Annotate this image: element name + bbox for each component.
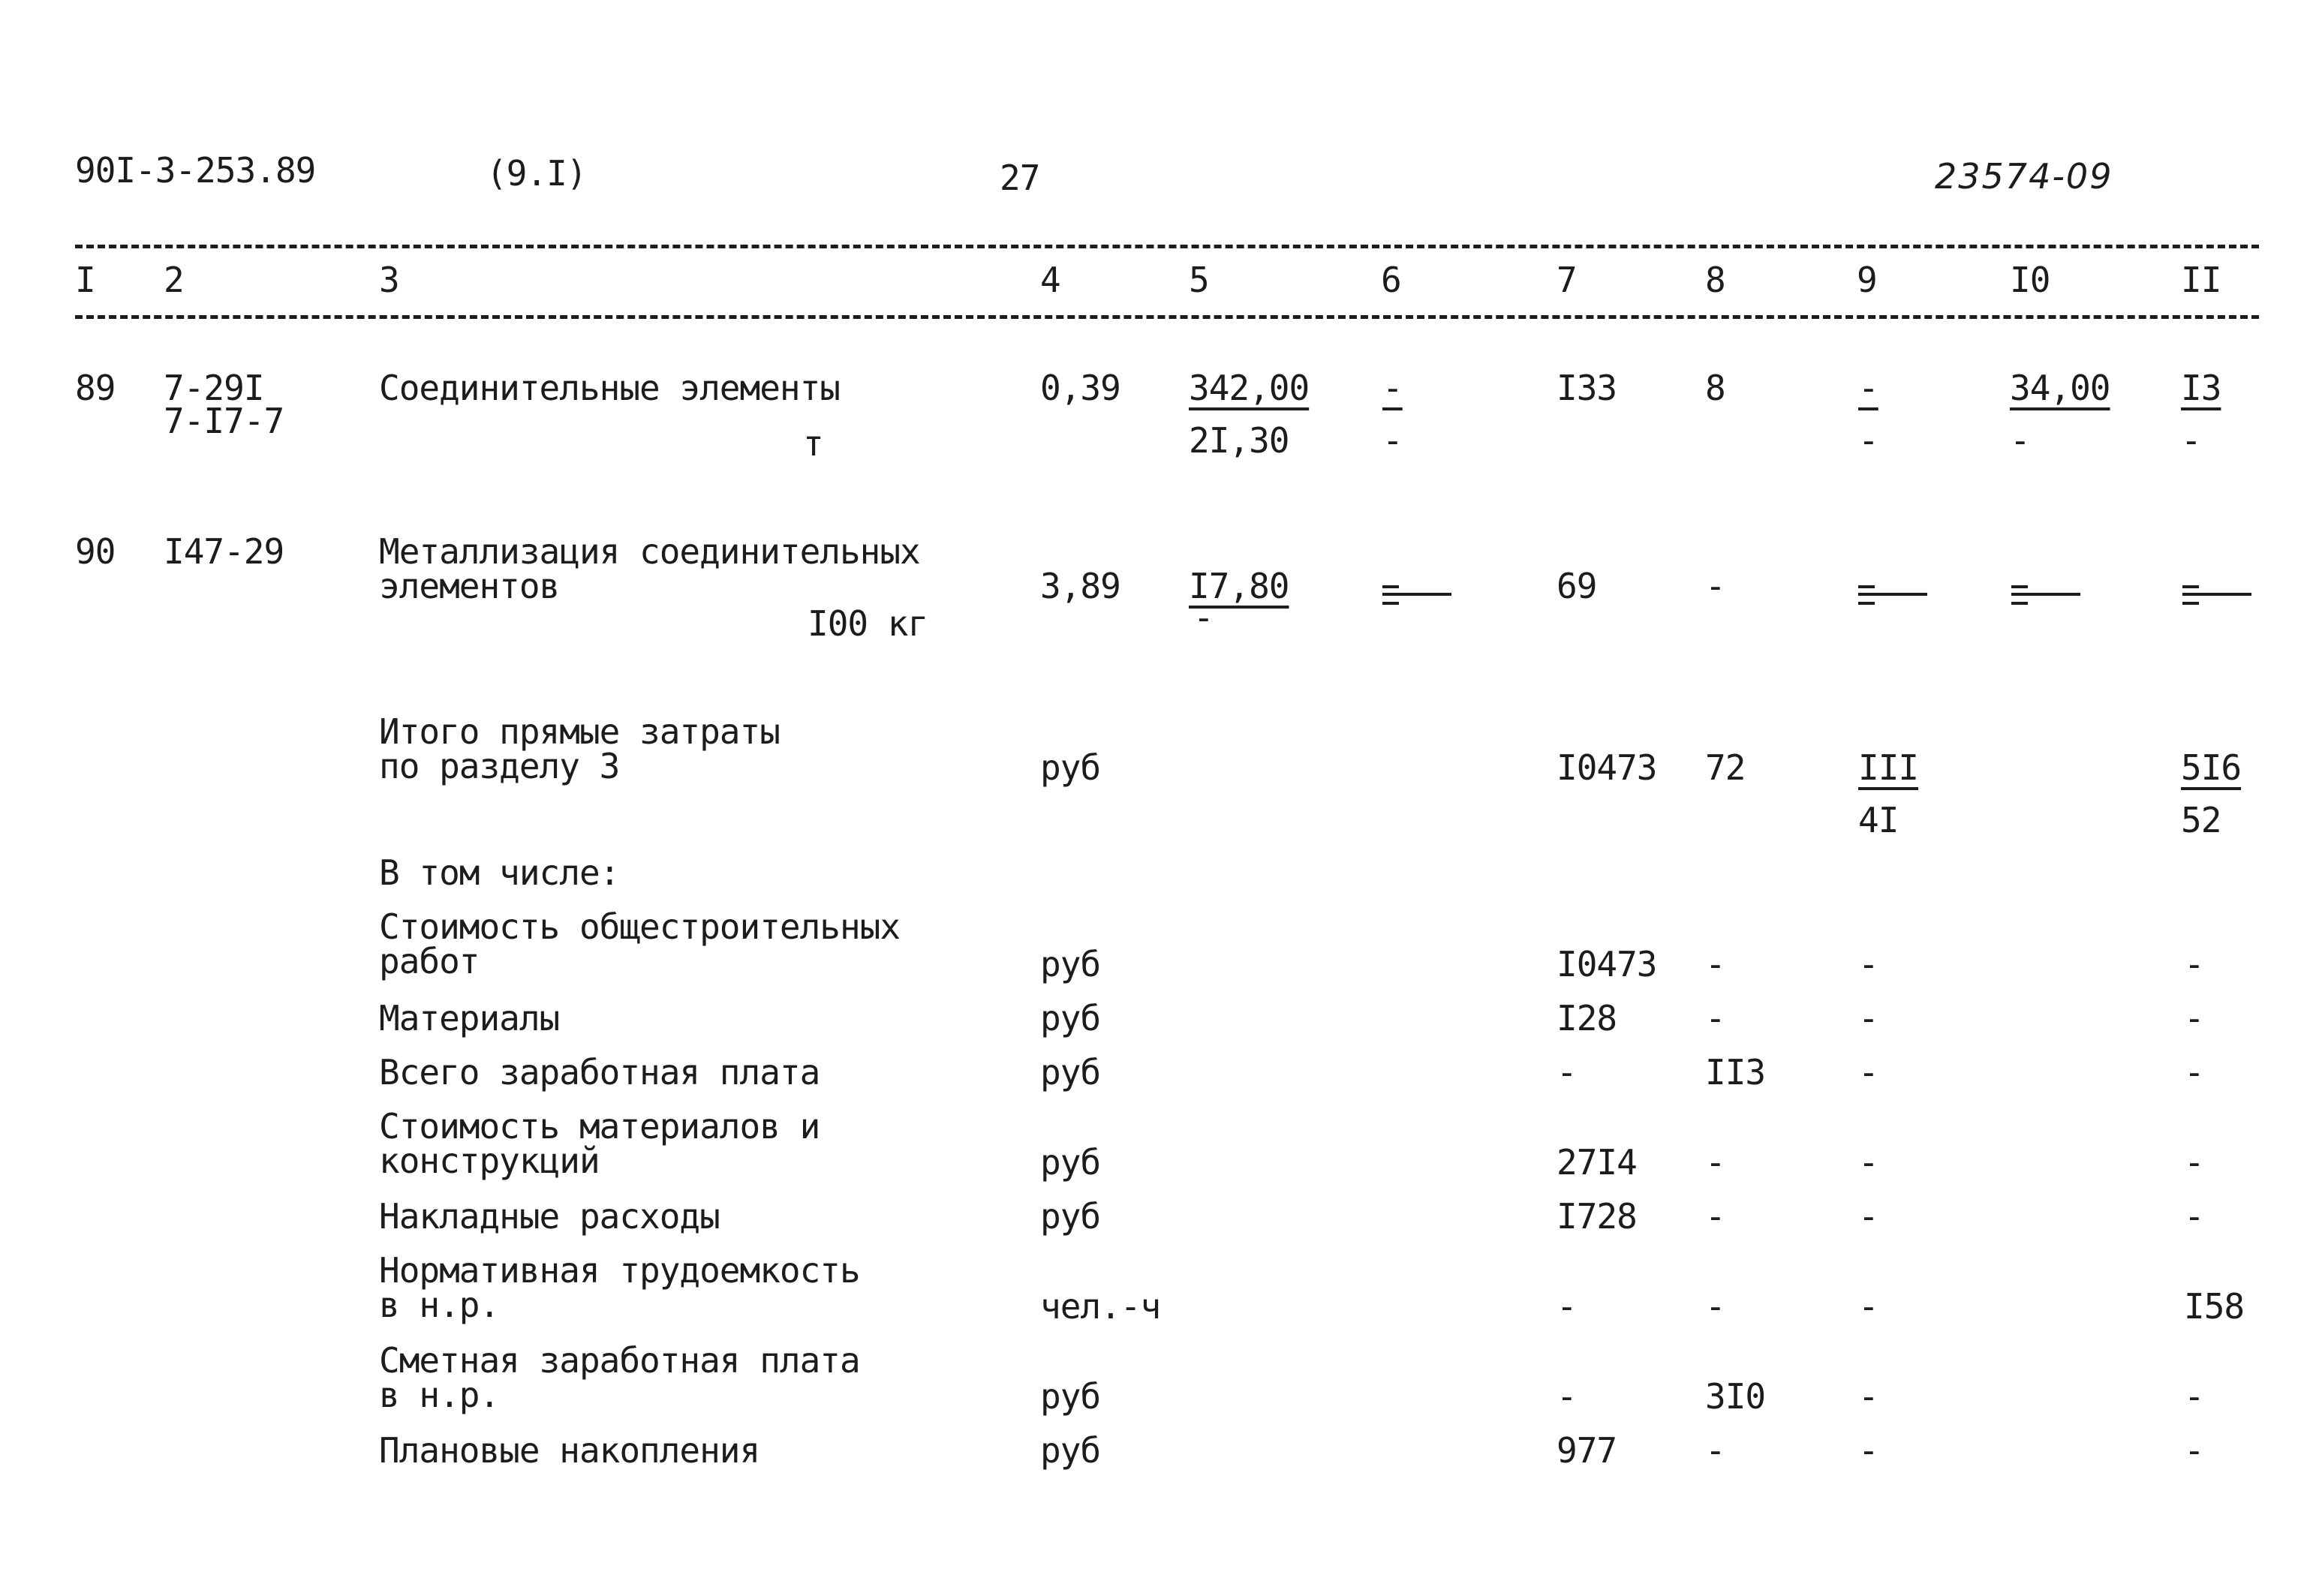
breakdown-col11: - — [2184, 1052, 2204, 1093]
breakdown-col11: - — [2184, 944, 2204, 984]
breakdown-unit: руб — [1040, 944, 1101, 984]
breakdown-unit: чел.-ч — [1040, 1286, 1161, 1327]
breakdown-unit: руб — [1040, 1376, 1101, 1417]
breakdown-col7: - — [1557, 1052, 1577, 1093]
breakdown-col8: - — [1705, 1430, 1725, 1471]
breakdown-col8: II3 — [1705, 1052, 1766, 1093]
breakdown-col9: - — [1858, 944, 1878, 984]
breakdown-unit: руб — [1040, 998, 1101, 1038]
empty-fraction-mark-col6 — [1382, 584, 1454, 606]
total-wages: - — [1705, 566, 1725, 606]
breakdown-label-line-2: работ — [379, 941, 480, 981]
section-number: (9.I) — [486, 153, 587, 194]
breakdown-col7: I728 — [1557, 1196, 1637, 1237]
breakdown-col9: - — [1858, 1376, 1878, 1417]
breakdown-col9: - — [1858, 998, 1878, 1038]
unit-cost-wages: 2I,30 — [1189, 420, 1289, 461]
breakdown-col11: I58 — [2184, 1286, 2245, 1327]
col9-value-top: - — [1858, 368, 1878, 408]
breakdown-label-line-2: конструкций — [379, 1141, 600, 1181]
header-top-dashed-rule — [75, 245, 2259, 248]
breakdown-label-line-1: Сметная заработная плата — [379, 1340, 860, 1381]
item-name-line-1: Металлизация соединительных — [379, 531, 920, 572]
row-number: 89 — [75, 368, 116, 408]
breakdown-label-line-1: Нормативная трудоемкость — [379, 1250, 860, 1291]
breakdown-col9: - — [1858, 1286, 1878, 1327]
col6-value-top: - — [1382, 368, 1403, 408]
item-name: Соединительные элементы — [379, 368, 840, 408]
labor-total-bottom: - — [2181, 420, 2201, 461]
norm-code: I47-29 — [164, 531, 284, 572]
norm-code-secondary: 7-I7-7 — [164, 401, 284, 441]
col6-value-bottom: - — [1382, 420, 1403, 461]
breakdown-col7: 27I4 — [1557, 1142, 1637, 1183]
norm-code: 7-29I — [164, 368, 264, 408]
breakdown-col8: - — [1705, 1142, 1725, 1183]
breakdown-col9: - — [1858, 1052, 1878, 1093]
including-heading: В том числе: — [379, 852, 620, 893]
unit-of-measure: т — [803, 423, 823, 464]
column-header-11: II — [2181, 260, 2221, 300]
total-col9-top: III — [1858, 747, 1919, 788]
row-number: 90 — [75, 531, 116, 572]
breakdown-label-line-1: Всего заработная плата — [379, 1052, 820, 1093]
column-header-8: 8 — [1705, 260, 1725, 300]
breakdown-col11: - — [2184, 998, 2204, 1038]
breakdown-label-line-1: Материалы — [379, 998, 560, 1038]
total-cost: I33 — [1557, 368, 1617, 408]
document-number: 90I-3-253.89 — [75, 150, 316, 191]
breakdown-unit: руб — [1040, 1142, 1101, 1183]
unit-cost-total: 342,00 — [1189, 368, 1310, 408]
column-header-9: 9 — [1857, 260, 1877, 300]
quantity: 3,89 — [1040, 566, 1120, 606]
header-bottom-dashed-rule — [75, 315, 2259, 319]
breakdown-col8: - — [1705, 1196, 1725, 1237]
total-cost: 69 — [1557, 566, 1597, 606]
unit-of-measure: I00 кг — [808, 603, 928, 644]
item-name-line-2: элементов — [379, 566, 560, 606]
unit-cost-wages: - — [1193, 597, 1214, 638]
column-header-3: 3 — [379, 260, 399, 300]
total-label-line-2: по разделу 3 — [379, 746, 620, 786]
col9-value-bottom: - — [1858, 420, 1878, 461]
column-header-1: I — [75, 260, 95, 300]
total-col11-top: 5I6 — [2181, 747, 2242, 788]
column-header-6: 6 — [1381, 260, 1401, 300]
breakdown-col11: - — [2184, 1142, 2204, 1183]
breakdown-unit: руб — [1040, 1196, 1101, 1237]
breakdown-col7: 977 — [1557, 1430, 1617, 1471]
total-label-line-1: Итого прямые затраты — [379, 711, 780, 752]
breakdown-col9: - — [1858, 1196, 1878, 1237]
breakdown-col9: - — [1858, 1430, 1878, 1471]
empty-fraction-mark-col11 — [2182, 584, 2254, 606]
labor-per-unit: 34,00 — [2010, 368, 2110, 408]
breakdown-col7: - — [1557, 1376, 1577, 1417]
column-header-10: I0 — [2010, 260, 2050, 300]
inventory-code: 23574-09 — [1935, 156, 2113, 197]
total-wages: 8 — [1705, 368, 1725, 408]
breakdown-unit: руб — [1040, 1430, 1101, 1471]
breakdown-label-line-1: Плановые накопления — [379, 1430, 760, 1471]
breakdown-col11: - — [2184, 1196, 2204, 1237]
breakdown-col9: - — [1858, 1142, 1878, 1183]
breakdown-col7: I0473 — [1557, 944, 1657, 984]
total-col11-bottom: 52 — [2181, 800, 2221, 840]
empty-fraction-mark-col10 — [2011, 584, 2083, 606]
labor-per-unit-bottom: - — [2010, 420, 2030, 461]
total-unit: руб — [1040, 747, 1101, 788]
breakdown-col7: - — [1557, 1286, 1577, 1327]
column-header-5: 5 — [1189, 260, 1209, 300]
breakdown-label-line-1: Стоимость общестроительных — [379, 906, 901, 947]
page-number: 27 — [1000, 158, 1040, 198]
labor-total: I3 — [2181, 368, 2221, 408]
breakdown-col8: - — [1705, 944, 1725, 984]
total-col9-bottom: 4I — [1858, 800, 1899, 840]
breakdown-label-line-1: Накладные расходы — [379, 1196, 720, 1237]
breakdown-col11: - — [2184, 1376, 2204, 1417]
breakdown-col11: - — [2184, 1430, 2204, 1471]
unit-cost-total: I7,80 — [1189, 566, 1289, 606]
quantity: 0,39 — [1040, 368, 1120, 408]
breakdown-label-line-1: Стоимость материалов и — [379, 1106, 820, 1147]
column-header-2: 2 — [164, 260, 184, 300]
breakdown-col7: I28 — [1557, 998, 1617, 1038]
breakdown-col8: 3I0 — [1705, 1376, 1766, 1417]
empty-fraction-mark-col9 — [1858, 584, 1930, 606]
breakdown-col8: - — [1705, 1286, 1725, 1327]
breakdown-label-line-2: в н.р. — [379, 1285, 500, 1325]
breakdown-unit: руб — [1040, 1052, 1101, 1093]
column-header-4: 4 — [1040, 260, 1060, 300]
total-wages: 72 — [1705, 747, 1746, 788]
total-cost: I0473 — [1557, 747, 1657, 788]
column-header-7: 7 — [1557, 260, 1577, 300]
breakdown-label-line-2: в н.р. — [379, 1375, 500, 1415]
breakdown-col8: - — [1705, 998, 1725, 1038]
